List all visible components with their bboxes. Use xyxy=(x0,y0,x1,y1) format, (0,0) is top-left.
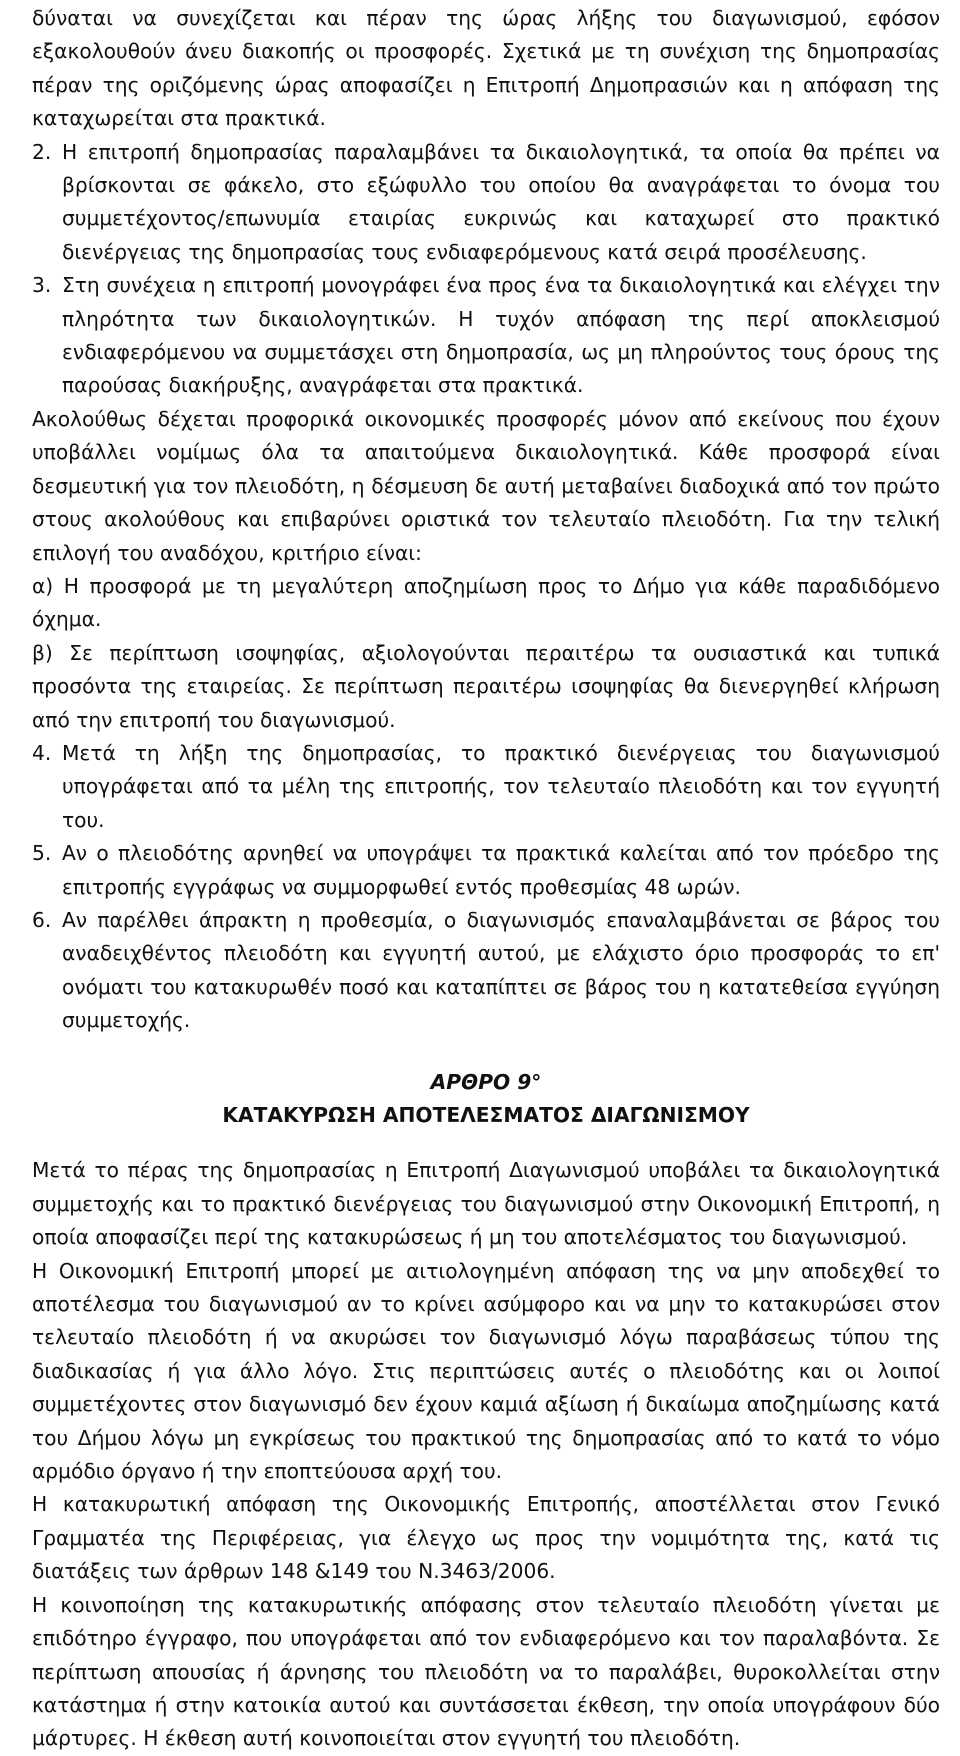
article-paragraph: Η κοινοποίηση της κατακυρωτικής απόφασης στον τελευταίο πλειοδότη γίνεται με επιδότηρο έγγραφο, που υπογράφεται από τον ενδιαφερόμενο και τον παραλαβόντα. Σε περίπτωση απουσίας ή άρνησης του πλειοδότη να το παραλάβει, θυροκολλείται στην κατάστημα ή στην κατοικία αυτού και συντάσσεται έκθεση, την οποία υπογράφουν δύο μάρτυρες. Η έκθεση αυτή κοινοποιείται στον εγγυητή του πλειοδότη. xyxy=(32,1592,940,1751)
item-number: 2. xyxy=(32,139,52,164)
list-item xyxy=(32,904,940,1038)
item-text: Αν παρέλθει άπρακτη η προθεσμία, ο διαγωνισμός επαναλαμβάνεται σε βάρος του αναδειχθέντος πλειοδότη και εγγυητή αυτού, με ελάχιστο όριο προσφοράς το επ' ονόματι του κατακυρωθέν ποσό και καταπίπτει σε βάρος του η κατατεθείσα εγγύηση συμμετοχής. xyxy=(62,907,940,1033)
article-paragraph: Η κατακυρωτική απόφαση της Οικονομικής Επιτροπής, αποστέλλεται στον Γενικό Γραμματέα της Περιφέρειας, για έλεγχο ως προς την νομιμότητα της, κατά τις διατάξεις των άρθρων 148 &149 του Ν.3463/2006. xyxy=(32,1492,940,1584)
list-item xyxy=(32,837,940,904)
article-title: ΚΑΤΑΚΥΡΩΣΗ ΑΠΟΤΕΛΕΣΜΑΤΟΣ ΔΙΑΓΩΝΙΣΜΟΥ xyxy=(222,1103,750,1127)
item3-continuation: Ακολούθως δέχεται προφορικά οικονομικές προσφορές μόνον από εκείνους που έχουν υποβάλλει νομίμως όλα τα απαιτούμενα δικαιολογητικά. Κάθε προσφορά είναι δεσμευτική για τον πλειοδότη, η δέσμευση δε αυτή μεταβαίνει διαδοχικά από τον πρώτο στους ακολούθους και επιβαρύνει οριστικά τον τελευταίο πλειοδότη. Για την τελική επιλογή του αναδόχου, κριτήριο είναι: xyxy=(32,406,940,565)
continuation-paragraph: δύναται να συνεχίζεται και πέραν της ώρας λήξης του διαγωνισμού, εφόσον εξακολουθούν άνευ διακοπής οι προσφορές. Σχετικά με τη συνέχιση της δημοπρασίας πέραν της οριζόμενης ώρας αποφασίζει η Επιτροπή Δημοπρασιών και η απόφαση της καταχωρείται στα πρακτικά. xyxy=(32,6,940,131)
criterion-b: β) Σε περίπτωση ισοψηφίας, αξιολογούνται περαιτέρω τα ουσιαστικά και τυπικά προσόντα της εταιρείας. Σε περίπτωση περαιτέρω ισοψηφίας θα διενεργηθεί κλήρωση από την επιτροπή του διαγωνισμού. xyxy=(32,640,940,732)
list-item xyxy=(32,269,940,403)
item-text: Η επιτροπή δημοπρασίας παραλαμβάνει τα δικαιολογητικά, τα οποία θα πρέπει να βρίσκονται σε φάκελο, στο εξώφυλλο του οποίου θα αναγράφεται το όνομα του συμμετέχοντος/επωνυμία εταιρίας ευκρινώς και καταχωρεί στο πρακτικό διενέργειας της δημοπρασίας τους ενδιαφερόμενους κατά σειρά προσέλευσης. xyxy=(62,139,940,264)
article-number: ΑΡΘΡΟ 9° xyxy=(430,1069,542,1094)
criterion-a: α) Η προσφορά με τη μεγαλύτερη αποζημίωση προς το Δήμο για κάθε παραδιδόμενο όχημα. xyxy=(32,573,940,632)
article-paragraph: Η Οικονομική Επιτροπή μπορεί με αιτιολογημένη απόφαση της να μην αποδεχθεί το αποτέλεσμα του διαγωνισμού αν το κρίνει ασύμφορο και να μην το κατακυρώσει στον τελευταίο πλειοδότη ή να ακυρώσει τον διαγωνισμό λόγω παραβάσεως τύπου της διαδικασίας ή για άλλο λόγο. Στις περιπτώσεις αυτές ο πλειοδότης και οι λοιποί συμμετέχοντες στον διαγωνισμό δεν έχουν καμιά αξίωση ή δικαίωμα αποζημίωσης κατά του Δήμου λόγω μη εγκρίσεως του πρακτικού της δημοπρασίας από το κατά το νόμο αρμόδιο όργανο ή την εποπτεύουσα αρχή του. xyxy=(32,1258,940,1484)
item-number: 5. xyxy=(32,841,52,866)
article-paragraph: Μετά το πέρας της δημοπρασίας η Επιτροπή Διαγωνισμού υποβάλει τα δικαιολογητικά συμμετοχής και το πρακτικό διενέργειας του διαγωνισμού στην Οικονομική Επιτροπή, η οποία αποφασίζει περί της κατακυρώσεως ή μη του αποτελέσματος του διαγωνισμού. xyxy=(32,1158,940,1250)
item-number: 3. xyxy=(32,273,52,298)
item-number: 6. xyxy=(32,907,52,932)
list-item xyxy=(32,737,940,837)
item-number: 4. xyxy=(32,740,52,765)
item-text: Αν ο πλειοδότης αρνηθεί να υπογράψει τα πρακτικά καλείται από τον πρόεδρο της επιτροπής εγγράφως να συμμορφωθεί εντός προθεσμίας 48 ωρών. xyxy=(62,841,940,899)
list-item xyxy=(32,136,940,270)
item-text: Μετά τη λήξη της δημοπρασίας, το πρακτικό διενέργειας του διαγωνισμού υπογράφεται από τα μέλη της επιτροπής, τον τελευταίο πλειοδότη και τον εγγυητή του. xyxy=(62,740,940,832)
item-text: Στη συνέχεια η επιτροπή μονογράφει ένα προς ένα τα δικαιολογητικά και ελέγχει την πληρότητα των δικαιολογητικών. Η τυχόν απόφαση της περί αποκλεισμού ενδιαφερόμενου να συμμετάσχει στη δημοπρασία, ως μη πληρούντος τους όρους της παρούσας διακήρυξης, αναγράφεται στα πρακτικά. xyxy=(62,273,940,398)
